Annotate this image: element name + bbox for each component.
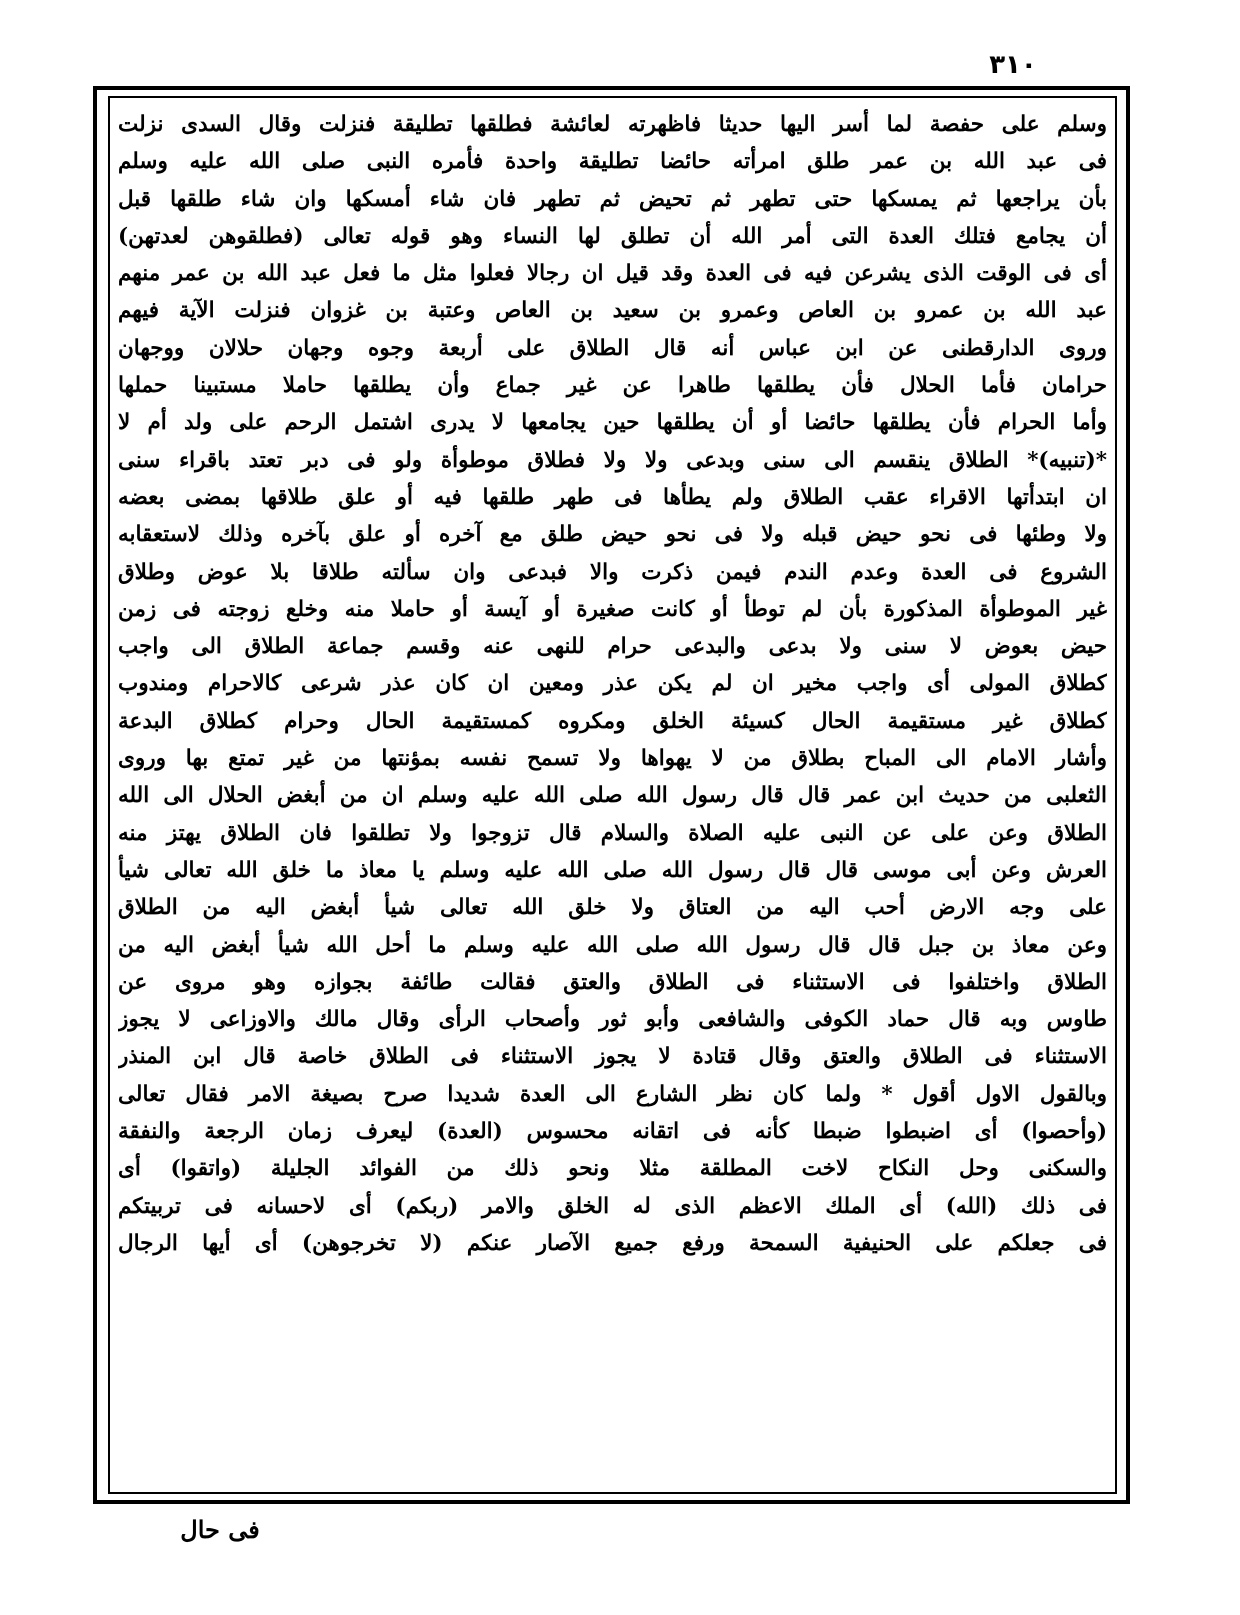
text-line: الطلاق واختلفوا فى الاستثناء فى الطلاق والعتق فقالت طائفة بجوازه وهو مروى عن: [118, 969, 1107, 995]
text-line: وأما الحرام فأن يطلقها حائضا أو أن يطلقها حين يجامعها لا يدرى اشتمل الرحم على ولد أم لا: [118, 410, 1107, 436]
text-line: فى جعلكم على الحنيفية السمحة ورفع جميع الآصار عنكم (لا تخرجوهن) أى أيها الرجال: [118, 1230, 1107, 1256]
text-line: والسكنى وحل النكاح لاخت المطلقة مثلا ونحو ذلك من الفوائد الجليلة (واتقوا) أى: [118, 1156, 1107, 1182]
text-line: وأشار الامام الى المباح بطلاق من لا يهواها ولا تسمح نفسه بمؤنتها من غير تمتع بها وروى: [118, 746, 1107, 772]
text-line: وعن معاذ بن جبل قال قال رسول الله صلى الله عليه وسلم ما أحل الله شيأ أبغض اليه من: [118, 932, 1107, 958]
text-line: حيض بعوض لا سنى ولا بدعى والبدعى حرام للنهى عنه وقسم جماعة الطلاق الى واجب: [118, 634, 1107, 660]
text-line: الثعلبى من حديث ابن عمر قال قال رسول الله صلى الله عليه وسلم ان من أبغض الحلال الى الله: [118, 783, 1107, 809]
text-line: فى ذلك (الله) أى الملك الاعظم الذى له الخلق والامر (ربكم) أى لاحسانه فى تربيتكم: [118, 1193, 1107, 1219]
text-line: فى عبد الله بن عمر طلق امرأته حائضا تطليقة واحدة فأمره النبى صلى الله عليه وسلم: [118, 149, 1107, 175]
text-line: أن يجامع فتلك العدة التى أمر الله أن تطلق لها النساء وهو قوله تعالى (فطلقوهن لعدتهن): [118, 223, 1107, 249]
text-line: ان ابتدأتها الاقراء عقب الطلاق ولم يطأها فى طهر طلقها فيه أو علق طلاقها بمضى بعضه: [118, 484, 1107, 510]
text-line: أى فى الوقت الذى يشرعن فيه فى العدة وقد قيل ان رجالا فعلوا مثل ما فعل عبد الله بن عمر منهم: [118, 261, 1107, 287]
text-line: طاوس وبه قال حماد الكوفى والشافعى وأبو ثور وأصحاب الرأى وقال مالك والاوزاعى لا يجوز: [118, 1007, 1107, 1033]
text-line: وروى الدارقطنى عن ابن عباس أنه قال الطلاق على أربعة وجوه وجهان حلالان ووجهان: [118, 335, 1107, 361]
page-number: ٣١٠: [989, 50, 1037, 80]
text-line: العرش وعن أبى موسى قال قال رسول الله صلى الله عليه وسلم يا معاذ ما خلق الله تعالى شيأ: [118, 857, 1107, 883]
text-line: بأن يراجعها ثم يمسكها حتى تطهر ثم تحيض ثم تطهر فان شاء أمسكها وان شاء طلقها قبل: [118, 186, 1107, 212]
text-line: وسلم على حفصة لما أسر اليها حديثا فاظهرته لعائشة فطلقها تطليقة فنزلت وقال السدى نزلت: [118, 112, 1107, 137]
text-line: على وجه الارض أحب اليه من العتاق ولا خلق الله تعالى شيأ أبغض اليه من الطلاق: [118, 895, 1107, 921]
text-line: ولا وطئها فى نحو حيض قبله ولا فى نحو حيض طلق مع آخره أو علق بآخره وذلك لاستعقابه: [118, 522, 1107, 548]
text-line: الطلاق وعن على عن النبى عليه الصلاة والسلام قال تزوجوا ولا تطلقوا فان الطلاق يهتز منه: [118, 820, 1107, 846]
text-line: غير الموطوأة المذكورة بأن لم توطأ أو كانت صغيرة أو آيسة أو حاملا منه وخلع زوجته فى زمن: [118, 596, 1107, 622]
text-line: (وأحصوا) أى اضبطوا ضبطا كأنه فى اتقانه محسوس (العدة) ليعرف زمان الرجعة والنفقة: [118, 1119, 1107, 1145]
text-line: الشروع فى العدة وعدم الندم فيمن ذكرت والا فبدعى وان سألته طلاقا بلا عوض وطلاق: [118, 559, 1107, 585]
catchword: فى حال: [180, 1515, 260, 1544]
text-line: وبالقول الاول أقول * ولما كان نظر الشارع الى العدة شديدا صرح بصيغة الامر فقال تعالى: [118, 1081, 1107, 1107]
text-line: *(تنبيه)* الطلاق ينقسم الى سنى وبدعى ولا ولا فطلاق موطوأة ولو فى دبر تعتد باقراء سنى: [118, 447, 1107, 473]
text-line: كطلاق المولى أى واجب مخير ان لم يكن عذر ومعين ان كان عذر شرعى كالاحرام ومندوب: [118, 671, 1107, 697]
text-line: الاستثناء فى الطلاق والعتق وقال قتادة لا يجوز الاستثناء فى الطلاق خاصة قال ابن المنذر: [118, 1044, 1107, 1070]
text-line: كطلاق غير مستقيمة الحال كسيئة الخلق ومكروه كمستقيمة الحال وحرام كطلاق البدعة: [118, 708, 1107, 734]
text-line: عبد الله بن عمرو بن العاص وعمرو بن سعيد بن العاص وعتبة بن غزوان فنزلت الآية فيهم: [118, 298, 1107, 324]
text-line: حرامان فأما الحلال فأن يطلقها طاهرا عن غير جماع وأن يطلقها حاملا مستبينا حملها: [118, 373, 1107, 399]
main-text-block: [118, 106, 1107, 1486]
